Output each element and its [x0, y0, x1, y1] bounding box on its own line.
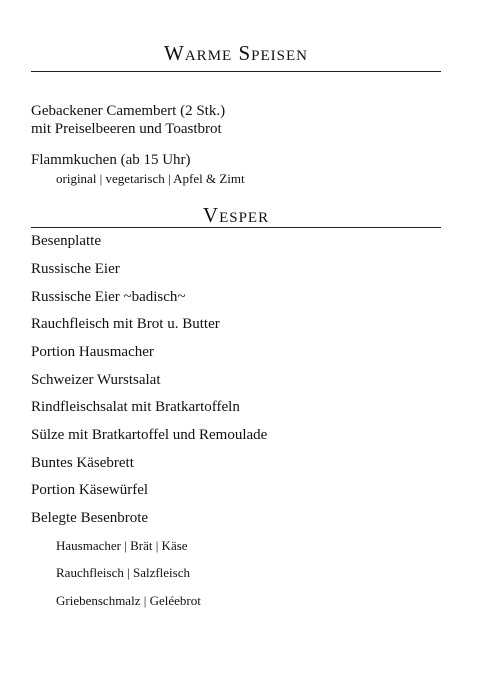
list-item: Portion Hausmacher: [31, 344, 154, 360]
list-item: Russische Eier ~badisch~: [31, 289, 186, 305]
section-rule-warm: [31, 71, 441, 72]
section-title-vesper: Vesper: [202, 203, 270, 227]
section-rule-vesper: [31, 227, 441, 228]
section-title-warm: Warme Speisen: [164, 41, 308, 65]
sub-list-item: Hausmacher | Brät | Käse: [56, 538, 188, 553]
list-item: Sülze mit Bratkartoffel und Remoulade: [31, 427, 268, 443]
list-item: Rindfleischsalat mit Bratkartoffeln: [31, 399, 240, 415]
sub-list-item: Rauchfleisch | Salzfleisch: [56, 565, 190, 580]
menu-item-camembert-detail: mit Preiselbeeren und Toastbrot: [31, 121, 222, 137]
menu-item-camembert: Gebackener Camembert (2 Stk.): [31, 103, 226, 119]
menu-item-flammkuchen-detail: original | vegetarisch | Apfel & Zimt: [56, 171, 245, 186]
list-item: Schweizer Wurstsalat: [31, 372, 161, 388]
list-item: Rauchfleisch mit Brot u. Butter: [31, 316, 220, 332]
sub-list-item: Griebenschmalz | Geléebrot: [56, 593, 201, 608]
list-item: Russische Eier: [31, 261, 120, 277]
menu-item-flammkuchen: Flammkuchen (ab 15 Uhr): [31, 152, 191, 168]
list-item: Buntes Käsebrett: [31, 455, 134, 471]
list-item: Besenplatte: [31, 233, 101, 249]
list-item: Portion Käsewürfel: [31, 482, 149, 498]
list-item: Belegte Besenbrote: [31, 510, 149, 526]
